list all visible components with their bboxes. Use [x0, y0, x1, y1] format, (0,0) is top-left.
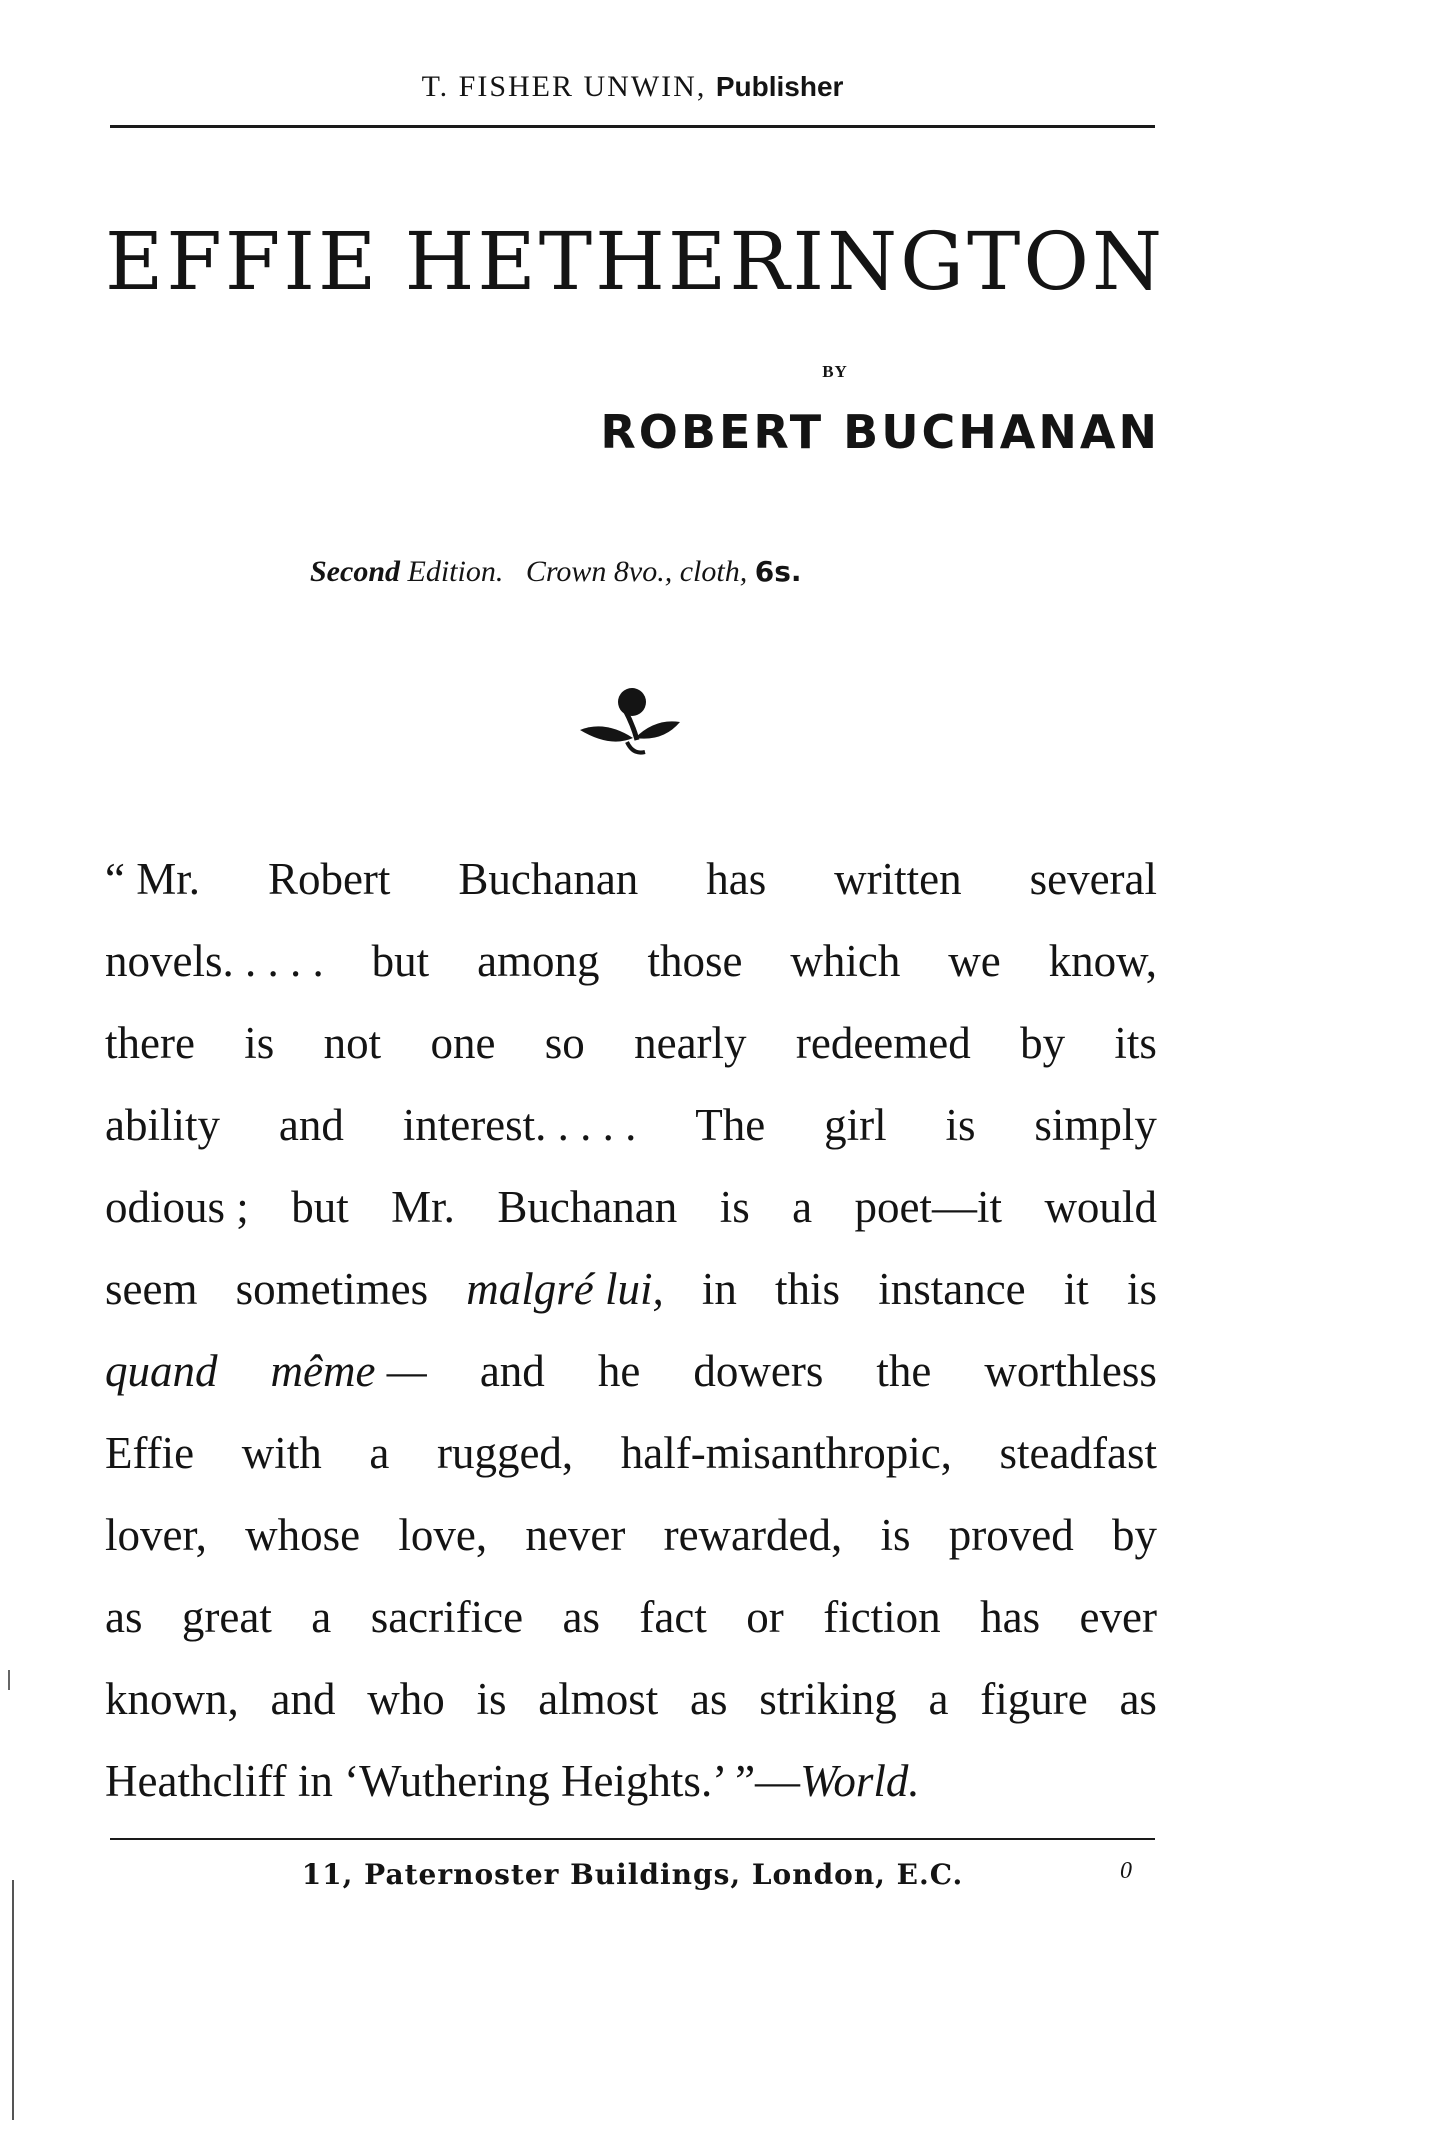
quote-word: one — [430, 1018, 496, 1068]
quote-word: a — [369, 1428, 390, 1478]
quote-word: and — [479, 1346, 545, 1396]
quote-word: girl — [824, 1100, 887, 1150]
folio-mark: 0 — [1120, 1858, 1132, 1884]
quote-word: worthless — [984, 1346, 1157, 1396]
scan-edge-mark-small — [8, 1670, 10, 1690]
quote-word: is — [244, 1018, 275, 1068]
quote-word: sometimes — [235, 1264, 429, 1314]
quote-line — [105, 1330, 1157, 1412]
quote-word: in — [701, 1264, 737, 1314]
quote-word: Effie — [105, 1428, 195, 1478]
quote-word: has — [706, 854, 767, 904]
quote-word: which — [790, 936, 901, 986]
quote-word: ability — [105, 1100, 220, 1150]
publisher-label: Publisher — [715, 71, 844, 102]
quote-word: “ Mr. — [105, 854, 200, 904]
quote-line — [105, 1740, 1157, 1822]
quote-word: as — [1119, 1674, 1157, 1724]
quote-word: with — [241, 1428, 322, 1478]
quote-word: instance — [878, 1264, 1026, 1314]
quote-word: would — [1044, 1182, 1157, 1232]
quote-word: the — [876, 1346, 932, 1396]
quote-word: he — [597, 1346, 641, 1396]
edition-word: Edition. — [407, 555, 504, 588]
quote-word: figure — [980, 1674, 1088, 1724]
quote-word: not — [323, 1018, 382, 1068]
quote-word: Heathcliff in ‘Wuthering Heights.’ ”— — [105, 1756, 801, 1806]
quote-word: great — [181, 1592, 272, 1642]
quote-word: several — [1029, 854, 1157, 904]
quote-word: steadfast — [999, 1428, 1157, 1478]
quote-word: or — [746, 1592, 784, 1642]
quote-word: known, — [105, 1674, 239, 1724]
quote-word: is — [880, 1510, 911, 1560]
quote-line — [105, 1248, 1157, 1330]
quote-word: know, — [1048, 936, 1157, 986]
quote-word: Buchanan — [458, 854, 639, 904]
quote-word: dowers — [693, 1346, 824, 1396]
footer-rule — [110, 1838, 1155, 1840]
quote-word: there — [105, 1018, 195, 1068]
quote-word: Buchanan — [497, 1182, 678, 1232]
quote-word: fiction — [823, 1592, 941, 1642]
quote-word: by — [1111, 1510, 1157, 1560]
quote-word: The — [695, 1100, 766, 1150]
quote-word: poet—it — [854, 1182, 1003, 1232]
quote-word: as — [562, 1592, 600, 1642]
quote-word: World. — [800, 1756, 920, 1806]
quote-word: redeemed — [795, 1018, 971, 1068]
quote-word: half-misanthropic, — [620, 1428, 952, 1478]
quote-word: malgré lui, — [466, 1264, 664, 1314]
quote-word: but — [291, 1182, 349, 1232]
quote-word: Mr. — [391, 1182, 455, 1232]
quote-word: but — [371, 936, 430, 986]
quote-word: we — [948, 936, 1001, 986]
quote-word: its — [1114, 1018, 1157, 1068]
quote-word: sacrifice — [370, 1592, 524, 1642]
quote-line — [105, 1494, 1157, 1576]
quote-word: quand — [105, 1346, 218, 1396]
quote-word: même — — [270, 1346, 427, 1396]
quote-word: striking — [759, 1674, 897, 1724]
quote-word: novels. . . . . — [105, 936, 324, 986]
quote-word: rewarded, — [663, 1510, 843, 1560]
quote-line — [105, 1658, 1157, 1740]
quote-line — [105, 920, 1157, 1002]
review-quote — [105, 838, 1157, 1822]
quote-word: almost — [538, 1674, 659, 1724]
quote-line — [105, 1002, 1157, 1084]
edition-format: Crown 8vo., cloth, — [525, 555, 748, 588]
quote-word: ever — [1079, 1592, 1157, 1642]
quote-word: who — [367, 1674, 445, 1724]
quote-line — [105, 1412, 1157, 1494]
quote-word: love, — [398, 1510, 488, 1560]
edition-second: Second — [310, 555, 400, 588]
book-title — [105, 215, 1165, 308]
quote-word: is — [719, 1182, 750, 1232]
header-rule — [110, 125, 1155, 128]
quote-word: this — [775, 1264, 841, 1314]
quote-line — [105, 838, 1157, 920]
quote-line — [105, 1084, 1157, 1166]
quote-word: as — [690, 1674, 728, 1724]
quote-word: seem — [105, 1264, 198, 1314]
edition-price: 6s. — [754, 555, 802, 588]
quote-word: whose — [245, 1510, 361, 1560]
quote-word: proved — [948, 1510, 1074, 1560]
quote-word: has — [980, 1592, 1041, 1642]
quote-word: and — [278, 1100, 344, 1150]
quote-word: simply — [1034, 1100, 1157, 1150]
quote-word: among — [477, 936, 600, 986]
quote-word: Robert — [267, 854, 391, 904]
quote-word: nearly — [634, 1018, 747, 1068]
publisher-address: 11, Paternoster Buildings, London, E.C. — [301, 1858, 964, 1891]
quote-word: fact — [639, 1592, 707, 1642]
quote-word: a — [928, 1674, 949, 1724]
quote-word: rugged, — [436, 1428, 574, 1478]
scan-edge-mark — [12, 1880, 14, 2120]
publisher-header — [110, 70, 1155, 104]
title-word-2: HETHERINGTON — [404, 215, 1165, 308]
edition-line — [310, 555, 1010, 589]
by-label: BY — [822, 362, 848, 381]
quote-line — [105, 1576, 1157, 1658]
quote-word: interest. . . . . — [402, 1100, 637, 1150]
author-name: ROBERT BUCHANAN — [600, 405, 1160, 459]
quote-word: a — [311, 1592, 332, 1642]
quote-word: never — [525, 1510, 626, 1560]
quote-word: it — [1063, 1264, 1089, 1314]
quote-word: by — [1020, 1018, 1066, 1068]
quote-line — [105, 1166, 1157, 1248]
publisher-name: T. FISHER UNWIN, — [421, 70, 707, 103]
quote-word: so — [544, 1018, 585, 1068]
quote-word: those — [647, 936, 743, 986]
quote-word: is — [476, 1674, 507, 1724]
quote-word: and — [270, 1674, 336, 1724]
quote-word: odious ; — [105, 1182, 249, 1232]
quote-word: written — [834, 854, 962, 904]
title-word-1: EFFIE — [105, 215, 380, 308]
quote-word: as — [105, 1592, 143, 1642]
quote-word: lover, — [105, 1510, 207, 1560]
flower-ornament-icon — [575, 680, 685, 760]
quote-word: is — [1126, 1264, 1157, 1314]
quote-word: is — [945, 1100, 976, 1150]
quote-word: a — [792, 1182, 813, 1232]
